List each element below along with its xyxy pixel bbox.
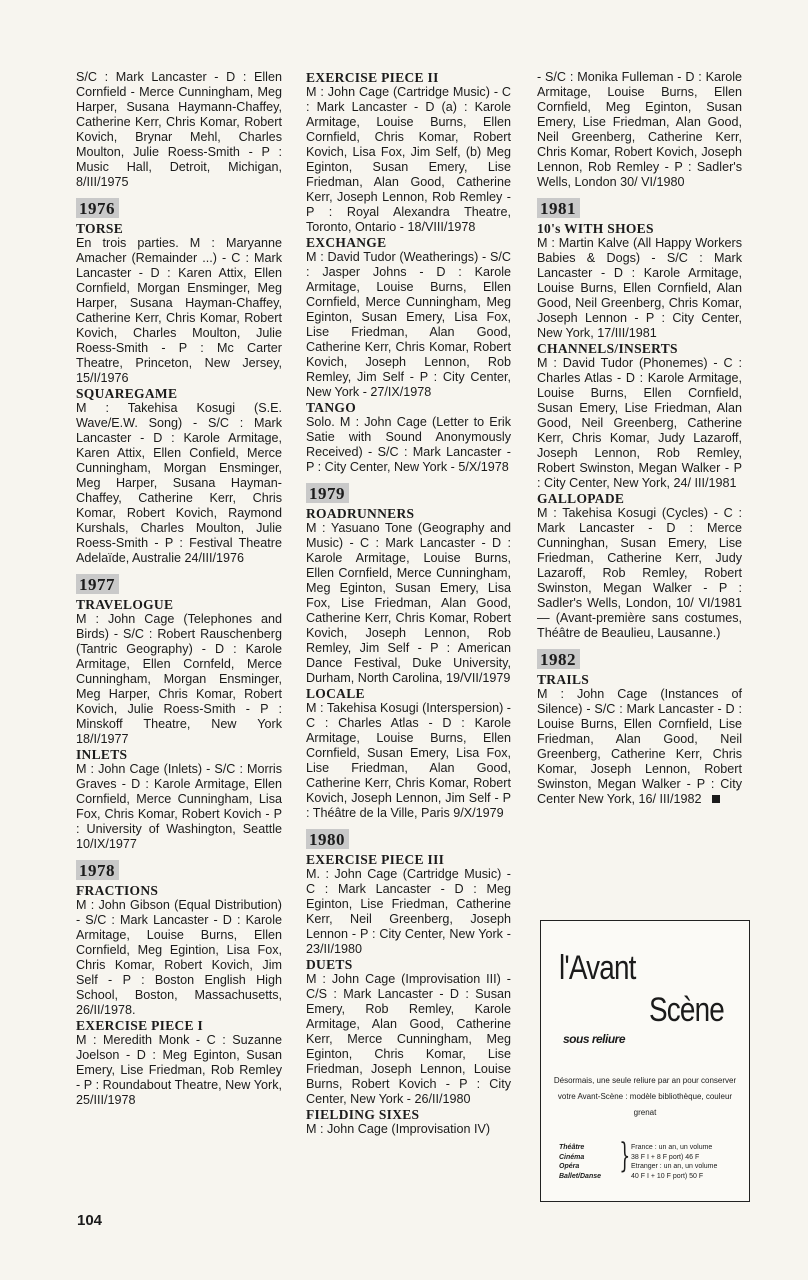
work-entry	[537, 341, 742, 491]
work-title: FRACTIONS	[76, 883, 159, 898]
entry-continuation	[76, 70, 282, 190]
work-title: INLETS	[76, 747, 128, 762]
credits-text: M : Takehisa Kosugi (Interspersion) - C : Charles Atlas - D : Karole Armitage, Louise Burns, Ellen Cornfield, Susan Emery, Lisa Fox, Lise Friedman, Alan Good, Catherine Kerr, Chris Komar, Robert Kovich, Joseph Lennon, Jim Self - P : Théâtre de la Ville, Paris 9/X/1979	[306, 701, 511, 820]
column-1	[76, 70, 282, 1108]
credits-text: M. : John Cage (Cartridge Music) - C : Mark Lancaster - D : Meg Eginton, Lise Friedman, Catherine Kerr, Neil Greenberg, Joseph Lennon - P : City Center, New York - 23/II/1980	[306, 867, 511, 956]
credits-text: M : Martin Kalve (All Happy Workers Babies & Dogs) - S/C : Mark Lancaster - D : Karole Armitage, Louise Burns, Ellen Cornfield, Alan Good, Neil Greenberg, Chris Komar, Joseph Lennon - P : City Center, New York, 17/III/1981	[537, 236, 742, 340]
ad-title-line-2: Scène	[649, 991, 724, 1029]
work-title: FIELDING SIXES	[306, 1107, 420, 1122]
credits-text: M : John Cage (Improvisation III) - C/S : Mark Lancaster - D : Susan Emery, Rob Remley, Karole Armitage, Alan Good, Catherine Kerr, Merce Cunningham, Meg Eginton, Chris Komar, Lise Friedman, Joseph Lennon, Louise Burns, Robert Kovich - P : City Center, New York - 26/II/1980	[306, 972, 511, 1106]
work-entry	[306, 957, 511, 1107]
year-heading: 1982	[537, 649, 580, 669]
brace-glyph: }	[619, 1136, 631, 1176]
year-heading: 1980	[306, 829, 349, 849]
ad-title-line-1: l'Avant	[559, 949, 636, 987]
work-entry	[306, 506, 511, 686]
column-3	[537, 70, 742, 807]
work-entry	[306, 686, 511, 821]
credits-text: M : Yasuano Tone (Geography and Music) - C : Mark Lancaster - D : Karole Armitage, Louise Burns, Ellen Cornfield, Merce Cunningham, Meg Eginton, Susan Emery, Lisa Fox, Lise Friedman, Alan Good, Catherine Kerr, Chris Komar, Robert Kovich, Joseph Lennon, Rob Remley, Jim Self - P : American Dance Festival, Duke University, Durham, North Carolina, 19/VII/1979	[306, 521, 511, 685]
work-title: SQUAREGAME	[76, 386, 178, 401]
work-entry	[306, 400, 511, 475]
credits-text: M : John Cage (Cartridge Music) - C : Mark Lancaster - D (a) : Karole Armitage, Louise Burns, Ellen Cornfield, Chris Komar, Robert Kovich, Lisa Fox, Jim Self, (b) Meg Eginton, Susan Emery, Lise Friedman, Alan Good, Catherine Kerr, Joseph Lennon, Rob Remley - P : Royal Alexandra Theatre, Toronto, Ontario - 18/VIII/1978	[306, 85, 511, 234]
year-heading: 1979	[306, 483, 349, 503]
work-title: EXERCISE PIECE III	[306, 852, 445, 867]
credits-text: En trois parties. M : Maryanne Amacher (Remainder ...) - C : Mark Lancaster - D : Karen Attix, Ellen Cornfield, Morgan Ensminger, Meg Harper, Susana Hayman-Chaffey, Catherine Kerr, Chris Komar, Robert Kovich, Charles Moulton, Julie Roess-Smith - P : Mc Carter Theatre, Princeton, New Jersey, 15/I/1976	[76, 236, 282, 385]
work-title: GALLOPADE	[537, 491, 625, 506]
work-entry	[306, 235, 511, 400]
year-heading: 1976	[76, 198, 119, 218]
work-title: EXERCISE PIECE II	[306, 70, 439, 85]
work-entry	[306, 1107, 511, 1137]
avant-scene-advertisement	[540, 920, 750, 1202]
credits-text: M : David Tudor (Phonemes) - C : Charles Atlas - D : Karole Armitage, Louise Burns, Ellen Cornfield, Susan Emery, Lise Friedman, Alan Good, Neil Greenberg, Catherine Kerr, Chris Komar, Judy Lazaroff, Joseph Lennon, Rob Remley, Robert Swinston, Megan Walker - P : City Center, New York, 24/ III/1981	[537, 356, 742, 490]
year-heading: 1978	[76, 860, 119, 880]
credits-text: M : John Gibson (Equal Distribution) - S/C : Mark Lancaster - D : Karole Armitage, Louise Burns, Ellen Cornfield, Meg Egintion, Lisa Fox, Chris Komar, Robert Kovich, Jim Self - P : Boston English High School, Boston, Massachusetts, 26/II/1978.	[76, 898, 282, 1017]
work-title: TRAVELOGUE	[76, 597, 174, 612]
work-entry	[306, 70, 511, 235]
ad-price-line: France : un an, un volume	[631, 1144, 713, 1151]
credits-text: M : Takehisa Kosugi (S.E. Wave/E.W. Song) - S/C : Mark Lancaster - D : Karole Armitage, Karen Attix, Ellen Confield, Merce Cunningham, Morgan Ensminger, Meg Harper, Susana Hayman-Chaffey, Catherine Kerr, Chris Komar, Robert Kovich, Raymond Kurshals, Charles Moulton, Julie Roess-Smith - P : Festival Theatre Adelaïde, Australie 24/III/1976	[76, 401, 282, 565]
work-title: EXERCISE PIECE I	[76, 1018, 204, 1033]
ad-subtitle: sous reliure	[563, 1032, 626, 1046]
credits-text: M : John Cage (Telephones and Birds) - S/C : Robert Rauschenberg (Tantric Geography) - D : Karole Armitage, Ellen Cornfeld, Merce Cunningham, Morgan Ensminger, Meg Harper, Chris Komar, Robert Kovich, Julie Roess-Smith - P : Minskoff Theatre, New York 18/I/1977	[76, 612, 282, 746]
credits-text: M : John Cage (Inlets) - S/C : Morris Graves - D : Karole Armitage, Ellen Cornfield, Merce Cunningham, Lisa Fox, Chris Komar, Robert Kovich - P : University of Washington, Seattle 10/IX/1977	[76, 762, 282, 851]
credits-text: M : David Tudor (Weatherings) - S/C : Jasper Johns - D : Karole Armitage, Louise Burns, Ellen Cornfield, Merce Cunningham, Meg Eginton, Susan Emery, Lisa Fox, Lise Friedman, Alan Good, Catherine Kerr, Chris Komar, Robert Kovich, Joseph Lennon, Rob Remley, Jim Self - P : City Center, New York - 27/IX/1978	[306, 250, 511, 399]
work-entry	[76, 597, 282, 747]
end-square-mark	[712, 795, 720, 803]
column-2	[306, 70, 511, 1137]
ad-description: Désormais, une seule reliure par an pour conserver votre Avant-Scène : modèle bibliothèque, couleur grenat	[553, 1076, 737, 1117]
credits-text: - S/C : Monika Fulleman - D : Karole Armitage, Louise Burns, Ellen Cornfield, Meg Eginton, Susan Emery, Lise Friedman, Alan Good, Neil Greenberg, Catherine Kerr, Chris Komar, Robert Kovich, Joseph Lennon, Rob Remley - P : Sadler's Wells, London 30/ VI/1980	[537, 70, 742, 189]
work-entry	[306, 852, 511, 957]
ad-category: Cinéma	[559, 1153, 585, 1161]
ad-category: Ballet/Danse	[559, 1172, 602, 1180]
work-entry	[537, 491, 742, 641]
year-heading: 1977	[76, 574, 119, 594]
work-entry	[76, 747, 282, 852]
ad-category: Théâtre	[559, 1144, 585, 1151]
work-title: ROADRUNNERS	[306, 506, 415, 521]
page-number: 104	[77, 1212, 103, 1229]
ad-prices	[631, 1143, 717, 1181]
work-title: LOCALE	[306, 686, 365, 701]
credits-text: Solo. M : John Cage (Letter to Erik Satie with Sound Anonymously Received) - S/C : Mark Lancaster - P : City Center, New York - 5/X/1978	[306, 415, 511, 474]
work-title: TORSE	[76, 221, 124, 236]
ad-categories	[559, 1143, 601, 1181]
entry-continuation	[537, 70, 742, 190]
credits-text: M : Takehisa Kosugi (Cycles) - C : Mark Lancaster - D : Merce Cunninghan, Susan Emery, Lise Friedman, Catherine Kerr, Judy Lazaroff, Rob Remley, Robert Swinston, Megan Walker - P : Sadler's Wells, London, 10/ VI/1981 — (Avant-première sans costumes, Théâtre de Beaulieu, Lausanne.)	[537, 506, 742, 640]
work-title: TRAILS	[537, 672, 590, 687]
year-heading: 1981	[537, 198, 580, 218]
work-title: DUETS	[306, 957, 353, 972]
work-entry	[76, 883, 282, 1018]
work-entry	[76, 1018, 282, 1108]
credits-text: M : John Cage (Improvisation IV)	[306, 1122, 491, 1136]
credits-text: M : John Cage (Instances of Silence) - S/C : Mark Lancaster - D : Louise Burns, Ellen Cornfield, Lise Friedman, Alan Good, Neil Greenberg, Catherine Kerr, Chris Komar, Joseph Lennon, Robert Swinston, Megan Walker - P : City Center New York, 16/ III/1982	[537, 687, 742, 806]
work-title: EXCHANGE	[306, 235, 387, 250]
work-entry	[76, 221, 282, 386]
work-entry	[537, 221, 742, 341]
work-title: 10's WITH SHOES	[537, 221, 654, 236]
work-title: CHANNELS/INSERTS	[537, 341, 678, 356]
work-title: TANGO	[306, 400, 357, 415]
ad-price-line: Etranger : un an, un volume	[631, 1163, 718, 1170]
ad-price-line: 40 F I + 10 F port) 50 F	[631, 1172, 704, 1180]
credits-text: S/C : Mark Lancaster - D : Ellen Cornfield - Merce Cunningham, Meg Harper, Susana Haymann-Chaffey, Catherine Kerr, Chris Komar, Robert Kovich, Brynar Mehl, Charles Moulton, Julie Roess-Smith - P : Music Hall, Detroit, Michigan, 8/III/1975	[76, 70, 282, 189]
ad-price-line: 38 F I + 8 F port) 46 F	[631, 1153, 700, 1161]
work-entry	[537, 672, 742, 807]
credits-text: M : Meredith Monk - C : Suzanne Joelson - D : Meg Eginton, Susan Emery, Lise Friedman, Rob Remley - P : Roundabout Theatre, New York, 25/III/1978	[76, 1033, 282, 1107]
work-entry	[76, 386, 282, 566]
ad-category: Opéra	[559, 1163, 580, 1170]
